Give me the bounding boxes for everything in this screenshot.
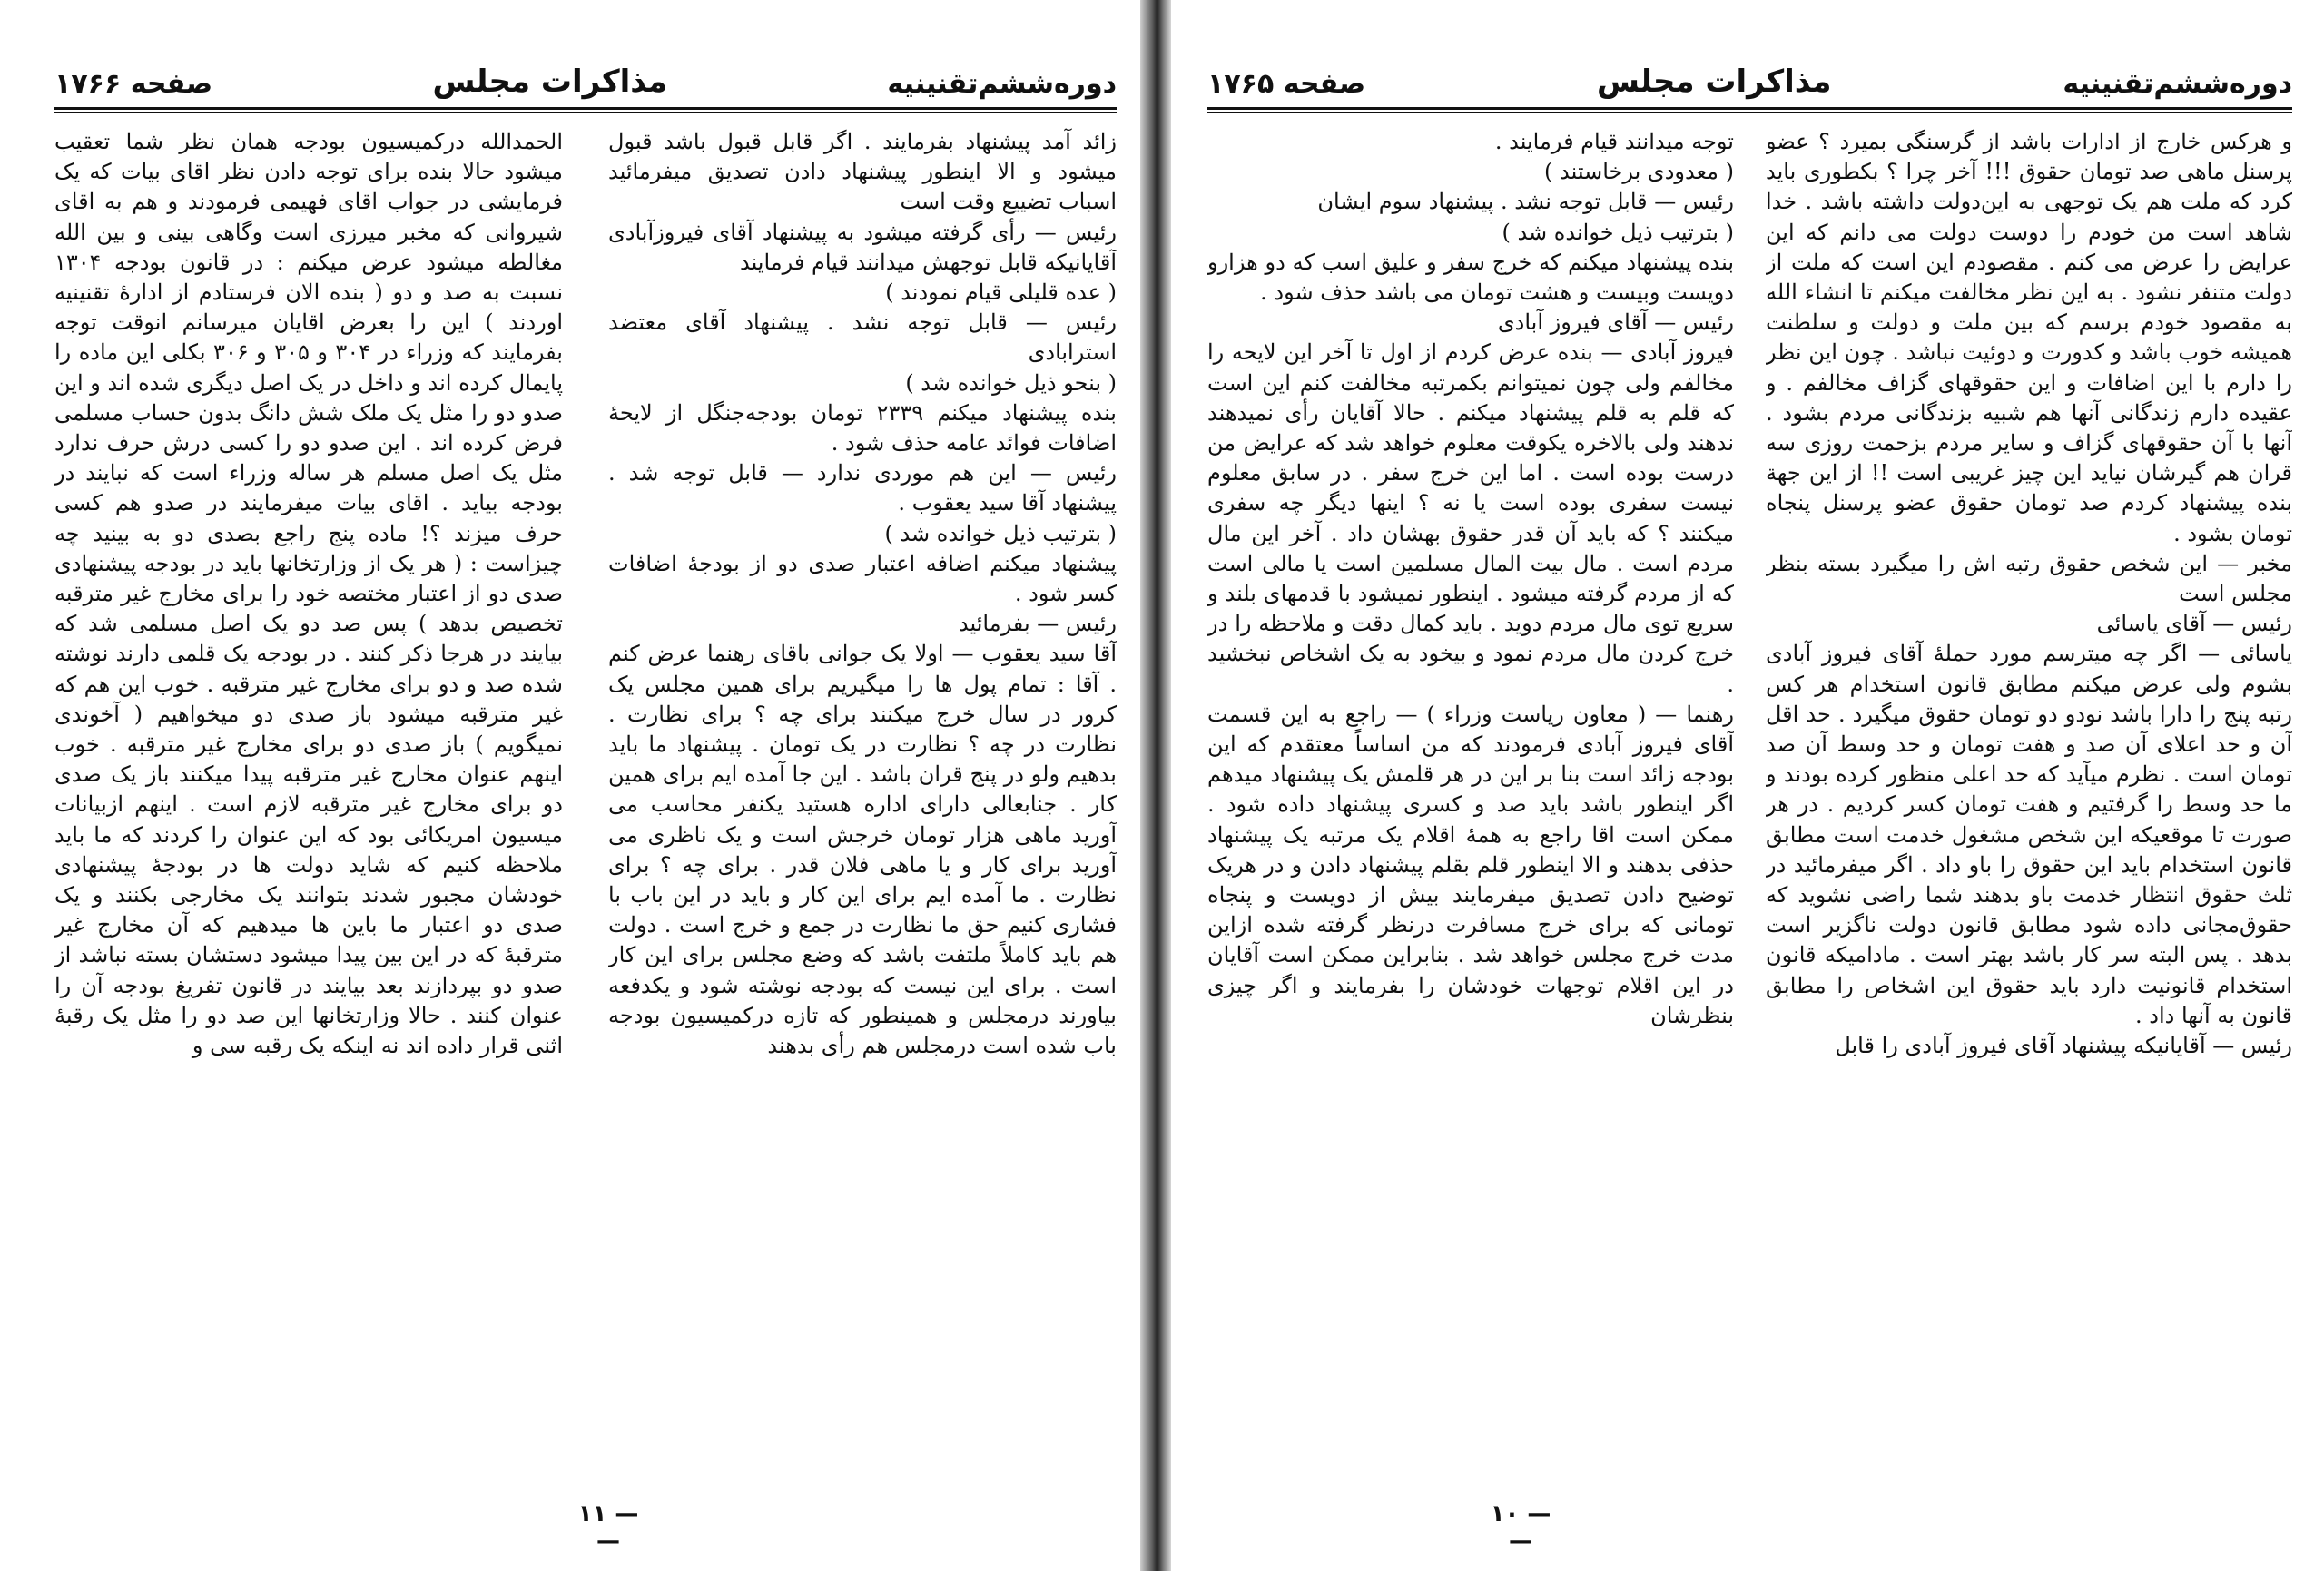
book-gutter [1140,0,1171,1571]
paragraph: رئیس — آقایانیکه پیشنهاد آقای فیروز آبادی را قابل [1835,1033,2292,1059]
text-column-left [1207,127,1734,1507]
page-number-label: صفحه ۱۷۶۵ [1207,68,1366,100]
header-rule [54,107,1117,113]
text-column-right [608,127,1117,1507]
paragraph: آقا سید یعقوب — اولا یک جوانی باقای رهنما عرض کنم . آقا : تمام پول ها را میگیریم برای همین مجلس یک کرور در سال خرج میکنند برای چه ؟ برای نظارت . نظارت در چه ؟ نظارت در یک تومان . پیشنهاد ما باید بدهیم ولو در پنج قران باشد . این جا آمده ایم برای همین کار . جنابعالی دارای اداره هستید یکنفر محاسب می آورید ماهی هزار تومان خرجش است و یک ناظری می آورید برای کار و یا ماهی فلان قدر . برای چه ؟ برای نظارت . ما آمده ایم برای این کار و باید در این باب با فشاری کنیم حق ما نظارت در جمع و خرج است . دولت هم باید کاملاً ملتفت باشد که وضع مجلس برای این کار است . برای این نیست که بودجه نوشته شود و یکدفعه بیاورند درمجلس و همینطور که تازه درکمیسیون بودجه باب شده است درمجلس هم رأی بدهند [608,641,1117,1059]
page-folio: — ۱۱ — [577,1500,639,1555]
left-page [54,0,1117,1571]
paragraph: توجه میدانند قیام فرمایند . [1494,129,1734,154]
column-text [608,127,1117,1061]
page-folio: — ۱۰ — [1490,1500,1551,1555]
paragraph: رهنما — ( معاون ریاست وزراء ) — راجع به این قسمت آقای فیروز آبادی فرمودند که من اساساً معتقدم که این بودجه زائد است بنا بر این در هر قلمش یک پیشنهاد میدهم اگر اینطور باشد باید صد و کسری پیشنهاد داده شود . ممکن است اقا راجع به همهٔ اقلام یک مرتبه یک پیشنهاد حذفی بدهند و الا اینطور قلم بقلم پیشنهاد دادن و در هریک توضیح دادن تصدیق میفرمایند بیش از دویست و پنجاه تومانی که برای خرج مسافرت درنظر گرفته شده ازاین مدت خرج مجلس خواهد شد . بنابراین ممکن است آقایان در این اقلام توجهات خودشان را بفرمایند و اگر چیزی بنظرشان [1207,701,1734,1028]
paragraph: ( عده قلیلی قیام نمودند ) [885,280,1117,306]
session-label: دوره‌ششم‌تقنینیه [887,68,1117,100]
text-column-right [1766,127,2292,1507]
page-title: مذاکرات مجلس [432,64,667,100]
paragraph: رئیس — آقای فیروز آبادی [1497,309,1734,336]
paragraph: پیشنهاد میکنم اضافه اعتبار صدی دو از بودجهٔ اضافات کسر شود . [608,550,1117,607]
page-number-label: صفحه ۱۷۶۶ [54,68,213,100]
session-label: دوره‌ششم‌تقنینیه [2063,68,2292,100]
text-column-left [54,127,563,1507]
right-page [1207,0,2292,1571]
right-page-header [1207,36,2292,100]
paragraph: الحمدالله درکمیسیون بودجه همان نظر شما تعقیب میشود حالا بنده برای توجه دادن نظر اقای بیات که یک فرمایشی در جواب اقای فهیمی فرمودند و هم به اقای شیروانی که مخبر میرزی است وگاهی بینی و بین الله مغالطه میشود عرض میکنم : در قانون بودجه ۱۳۰۴ نسبت به صد و دو ( بنده الان فرستادم از ادارهٔ تقنینیه اوردند ) این را بعرض اقایان میرسانم انوقت توجه بفرمایند که وزراء در ۳۰۴ و ۳۰۵ و ۳۰۶ بکلی این ماده را پایمال کرده اند و داخل در یک اصل دیگری شده اند و این صدو دو را مثل یک ملک شش دانگ بدون حساب مسلمی فرض کرده اند . این صدو دو را کسی درش حرف ندارد مثل یک اصل مسلم هر ساله وزراء است که نبایند در بودجه بیاید . اقای بیات میفرمایند در صدو هم کسی حرف میزند ؟! ماده پنج راجع بصدی دو به بینید چه چیزاست : ( هر یک از وزارتخانها باید در بودجه پیشنهادی صدی دو از اعتبار مختصه خود را برای مخارج غیر مترقبه تخصیص بدهد ) پس صد دو یک اصل مسلمی شد که بیایند در هرجا ذکر کنند . در بودجه یک قلمی دارند نوشته شده صد و دو برای مخارج غیر مترقبه . خوب این هم که غیر مترقبه میشود باز صدی دو میخواهیم ( آخوندی نمیگویم ) باز صدی دو برای مخارج غیر مترقبه . خوب اینهم عنوان مخارج غیر مترقبه پیدا میکنند باز یک صدی دو برای مخارج غیر مترقبه لازم است . اینهم ازبیانات میسیون امریکائی بود که این عنوان را کردند که ما باید ملاحظه کنیم که شاید دولت ها در بودجهٔ پیشنهادی خودشان مجبور شدند بتوانند یک مخارجی بکنند و یک صدی دو اعتبار ما باین ها میدهیم که آن مخارج غیر مترقبهٔ که در این بین پیدا میشود دستشان بسته نباشد از صدو دو بپردازند بعد بیایند در قانون تفریغ بودجه آن را عنوان کنند . حالا وزارتخانها این صد دو را مثل یک رقبهٔ اثنی قرار داده اند نه اینکه یک رقبه سی و [54,129,563,1059]
paragraph: رئیس — قابل توجه نشد . پیشنهاد سوم ایشان [1317,189,1734,215]
column-text [1766,127,2292,1061]
paragraph: زائد آمد پیشنهاد بفرمایند . اگر قابل قبول باشد قبول میشود و الا اینطور پیشنهاد دادن تصدیق میفرمائید اسباب تضییع وقت است [608,129,1117,215]
column-text [1207,127,1734,1031]
paragraph: فیروز آبادی — بنده عرض کردم از اول تا آخر این لایحه را مخالفم ولی چون نمیتوانم بکمرتبه مخالفت کنم این است که قلم به قلم پیشنهاد میکنم . حالا آقایان رأی نمیدهند ندهند ولی بالاخره یکوقت معلوم خواهد شد که عرایض من درست بوده است . اما این خرج سفر . در سابق معلوم نیست سفری بوده است یا نه ؟ اینها دیگر چه سفری میکنند ؟ که باید آن قدر حقوق بهشان داد . آخر این مال مردم است . مال بیت المال مسلمین است یا مالی است که از مردم گرفته میشود . اینطور نمیشود با قدمهای بلند و سریع توی مال مردم دوید . باید کمال دقت و ملاحظه را در خرج کردن مال مردم نمود و بیخود به یک اشخاص نبخشید . [1207,339,1734,697]
paragraph: ( بترتیب ذیل خوانده شد ) [884,520,1117,546]
page-title: مذاکرات مجلس [1597,64,1832,100]
column-text [54,127,563,1061]
header-rule [1207,107,2292,113]
paragraph: و هرکس خارج از ادارات باشد از گرسنگی بمیرد ؟ عضو پرسنل ماهی صد تومان حقوق !!! آخر چرا ؟ بکطوری باید کرد که ملت هم یک توجهی به این‌دولت داشته باشد . خدا شاهد است من خودم را دوست دولت می دانم که این عرایض را عرض می کنم . مقصودم این است که ملت از دولت متنفر نشود . به این نظر مخالفت میکنم تا انشاء الله به مقصود خودم برسم که بین ملت و دولت و سلطنت همیشه خوب باشد و کدورت و دوئیت نباشد . چون این نظر را دارم با این اضافات و این حقوقهای گزاف مخالفم . و عقیده دارم زندگانی آنها هم شبیه بزندگانی مردم بشود . آنها با آن حقوقهای گزاف و سایر مردم بزحمت روزی سه قران هم گیرشان نیاید این چیز غریبی است !! از این جهة بنده پیشنهاد کردم صد تومان حقوق عضو پرسنل پنجاه تومان بشود . [1766,129,2292,546]
paragraph: رئیس — آقای یاسائی [2096,611,2292,637]
paragraph: ( معدودی برخاستند ) [1544,159,1734,185]
paragraph: ( بنحو ذیل خوانده شد ) [905,369,1117,396]
paragraph: رئیس — بفرمائید [958,611,1117,637]
paragraph: بنده پیشنهاد میکنم ۲۳۳۹ تومان بودجه‌جنگل از لایحهٔ اضافات فوائد عامه حذف شود . [608,399,1117,457]
paragraph: رئیس — رأی گرفته میشود به پیشنهاد آقای فیروزآبادی آقایانیکه قابل توجهش میدانند قیام فرمایند [608,219,1117,275]
paragraph: یاسائی — اگر چه میترسم مورد حملهٔ آقای فیروز آبادی بشوم ولی عرض میکنم مطابق قانون استخدام هر کس رتبه پنج را دارا باشد نودو دو تومان حقوق میگیرد . حد اقل آن و حد اعلای آن صد و هفت تومان و حد وسط آن صد تومان است . نظرم میآید که حد اعلی منظور کرده بودند و ما حد وسط را گرفتیم و هفت تومان کسر کردیم . در هر صورت تا موقعیکه این شخص مشغول خدمت است مطابق قانون استخدام باید این حقوق را باو داد . اگر میفرمائید در ثلث حقوق انتظار خدمت باو بدهند شما راضی نشوید که حقوق‌مجانی داده شود مطابق قانون دولت ناگزیر است بدهد . پس البته سر کار باشد بهتر است . مادامیکه قانون استخدام قانونیت دارد باید حقوق این اشخاص را مطابق قانون به آنها داد . [1766,641,2292,1028]
paragraph: بنده پیشنهاد میکنم که خرج سفر و علیق اسب که دو هزارو دویست وبیست و هشت تومان می باشد حذف شود . [1207,249,1734,306]
paragraph: ( بترتیب ذیل خوانده شد ) [1502,219,1734,245]
paragraph: رئیس — این هم موردی ندارد — قابل توجه شد . پیشنهاد آقا سید یعقوب . [608,460,1117,516]
paragraph: رئیس — قابل توجه نشد . پیشنهاد آقای معتضد استرابادی [608,309,1117,366]
left-page-header [54,36,1117,100]
paragraph: مخبر — این شخص حقوق رتبه اش را میگیرد بسته بنظر مجلس است [1766,550,2292,607]
